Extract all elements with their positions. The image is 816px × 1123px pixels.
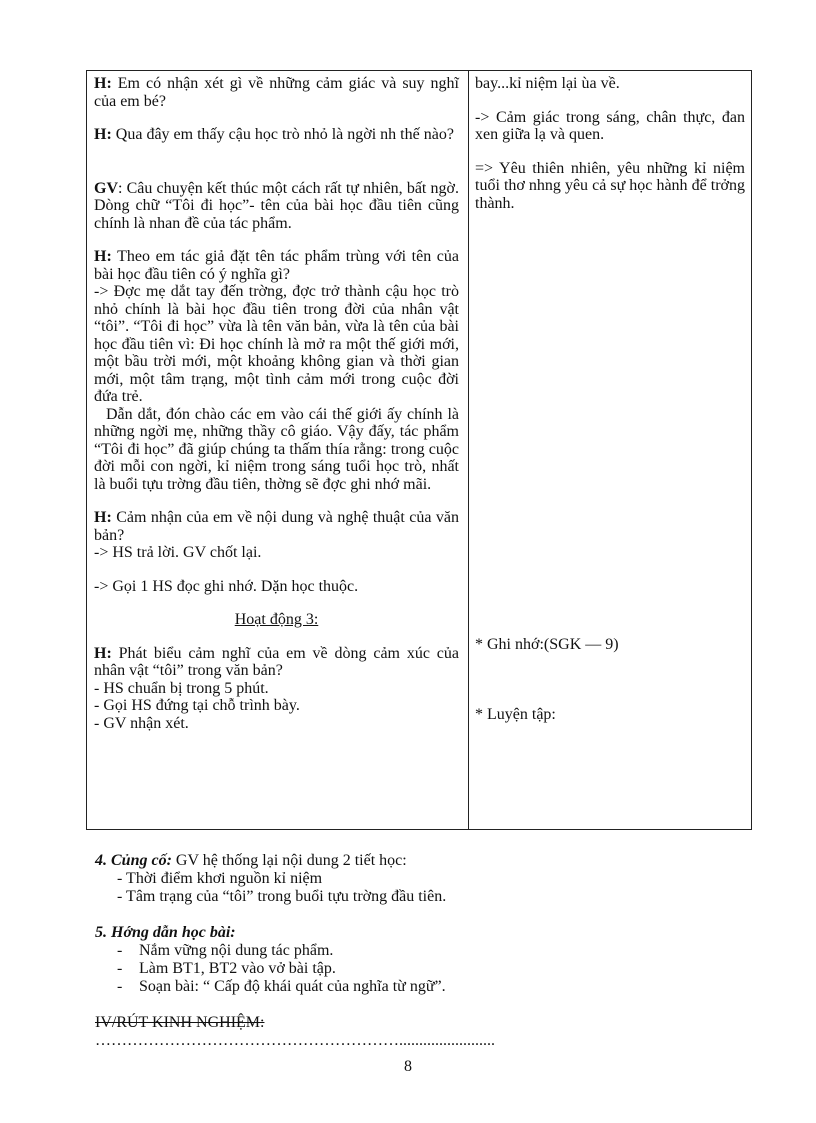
consolidate-item-1: - Thời điểm khơi nguồn kỉ niệm: [117, 870, 323, 887]
remember-note: * Ghi nhớ:(SGK — 9): [475, 636, 619, 653]
step-3: - GV nhận xét.: [94, 714, 189, 732]
lead-in-paragraph: Dẫn dắt, đón chào các em vào cái thế giới ấy chính là những ngời mẹ, những thầy cô giáo. Vậy đấy, tác phẩm “Tôi đi học” đã giúp chúng ta thấm thía rằng: trong cuộc đời mỗi con ngời, kỉ niệm trong sáng tuổi học trò, nhất là buổi tựu trờng đầu tiên, thờng sẽ đợc ghi nhớ mãi.: [94, 405, 459, 493]
column-divider: [468, 71, 469, 829]
content-column: [475, 75, 745, 723]
guide-item-1: - Nắm vững nội dung tác phẩm.: [117, 942, 334, 959]
experience-dots: …………………………………………………........................: [95, 1032, 495, 1049]
teacher-activity-column: [94, 75, 459, 732]
guide-section: [95, 924, 745, 996]
answer-3: -> Đợc mẹ dắt tay đến trờng, đợc trở thành cậu học trò nhỏ chính là bài học đầu tiên trong đời của nhân vật “tôi”. “Tôi đi học” vừa là tên văn bản, vừa là tên của bài học đầu tiên vì: Đi học chính là mở ra một thế giới mới, một bầu trời mới, một khoảng không gian và thời gian mới, một tâm trạng, một tình cảm mới trong cuộc đời đứa trẻ.: [94, 283, 459, 405]
question-2: H: Qua đây em thấy cậu học trò nhỏ là ngời nh thế nào?: [94, 126, 454, 143]
guide-item-2: - Làm BT1, BT2 vào vở bài tập.: [117, 960, 336, 977]
activity-3-heading: Hoạt động 3:: [234, 611, 319, 628]
memorize-instruction: -> Gọi 1 HS đọc ghi nhớ. Dặn học thuộc.: [94, 577, 359, 595]
content-1: bay...kỉ niệm lại ùa về.: [475, 75, 620, 92]
question-1: H: Em có nhận xét gì về những cảm giác và suy nghĩ của em bé?: [94, 75, 459, 110]
question-4: H: Cảm nhận của em về nội dung và nghệ thuật của văn bản?: [94, 509, 459, 544]
guide-heading: 5. Hớng dẫn học bài:: [95, 924, 236, 941]
question-5: H: Phát biểu cảm nghĩ của em về dòng cảm xúc của nhân vật “tôi” trong văn bản?: [94, 644, 459, 679]
lesson-table: [86, 70, 752, 830]
consolidate-section: [95, 852, 745, 906]
consolidate-heading: 4. Củng cố:: [95, 852, 172, 869]
page-number: 8: [404, 1058, 412, 1075]
guide-item-3: - Soạn bài: “ Cấp độ khái quát của nghĩa từ ngữ”.: [117, 978, 446, 995]
consolidate-text: GV hệ thống lại nội dung 2 tiết học:: [171, 852, 407, 869]
content-2: -> Cảm giác trong sáng, chân thực, đan xen giữa lạ và quen.: [475, 108, 745, 143]
teacher-note: GV: Câu chuyện kết thúc một cách rất tự nhiên, bất ngờ. Dòng chữ “Tôi đi học”- tên của bài học đầu tiên cũng chính là nhan đề của tác phẩm.: [94, 179, 459, 232]
practice-note: * Luyện tập:: [475, 705, 556, 723]
experience-section: [95, 1014, 745, 1050]
consolidate-item-2: - Tâm trạng của “tôi” trong buổi tựu trờng đầu tiên.: [117, 888, 447, 905]
experience-heading: IV/RÚT KINH NGHIỆM:: [95, 1014, 265, 1031]
step-2: - Gọi HS đứng tại chỗ trình bày.: [94, 697, 300, 714]
question-3: H: Theo em tác giả đặt tên tác phẩm trùng với tên của bài học đầu tiên có ý nghĩa gì?: [94, 248, 459, 283]
content-3: => Yêu thiên nhiên, yêu những kỉ niệm tuổi thơ nhng yêu cả sự học hành để trởng thành.: [475, 159, 745, 212]
step-1: - HS chuẩn bị trong 5 phút.: [94, 679, 269, 697]
answer-4: -> HS trả lời. GV chốt lại.: [94, 544, 262, 561]
